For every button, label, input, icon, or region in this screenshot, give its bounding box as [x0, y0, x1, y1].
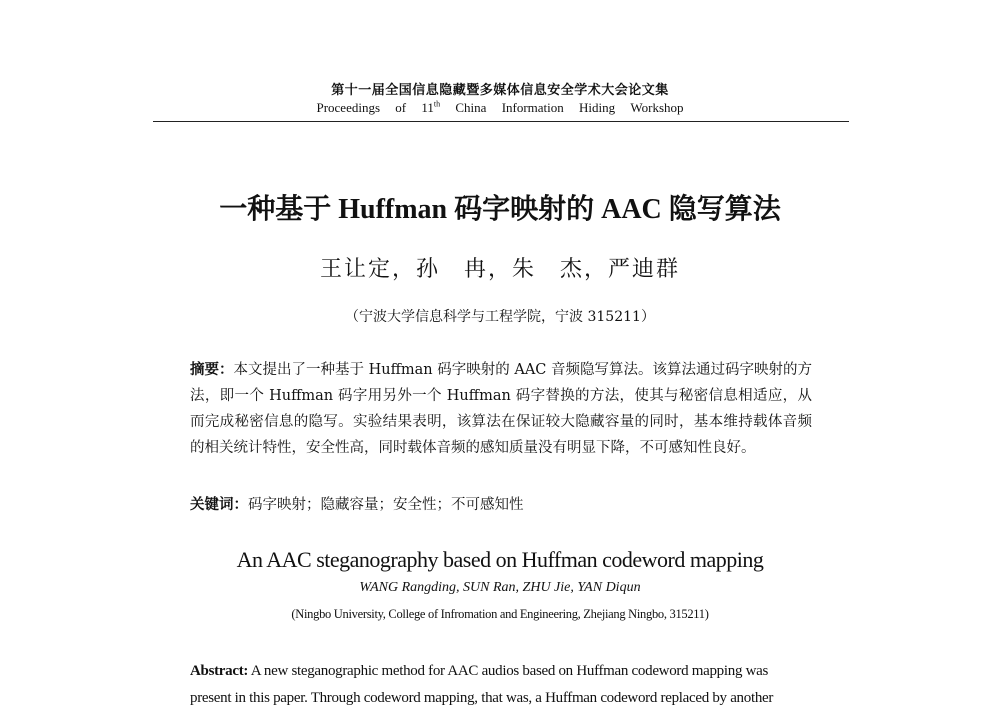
affiliation-english: (Ningbo University, College of Infromation and Engineering, Zhejiang Ningbo, 315211)	[291, 607, 709, 621]
keywords-chinese-label: 关键词：	[190, 496, 248, 513]
paper-title-english: An AAC steganography based on Huffman codeword mapping	[236, 547, 764, 572]
abstract-english-text: A new steganographic method for AAC audios based on Huffman codeword mapping was present in this paper. Through codeword mapping, that was, a Huffman codeword replaced by another	[190, 663, 774, 706]
proceedings-edition: 11th	[421, 99, 441, 115]
proceedings-title-chinese: 第十一届全国信息隐藏暨多媒体信息安全学术大会论文集	[331, 83, 669, 98]
authors-chinese: 王让定，孙 冉，朱 杰，严迪群	[319, 257, 680, 282]
proceedings-word: Hiding	[579, 100, 616, 115]
abstract-english	[190, 658, 812, 712]
keywords-chinese	[190, 493, 812, 514]
authors-english: WANG Rangding, SUN Ran, ZHU Jie, YAN Diqun	[359, 580, 641, 595]
affiliation-chinese: （宁波大学信息科学与工程学院，宁波 315211）	[345, 309, 655, 325]
ordinal-suffix: th	[433, 99, 441, 109]
proceedings-word: China	[455, 100, 487, 115]
abstract-chinese-text: 本文提出了一种基于 Huffman 码字映射的 AAC 音频隐写算法。该算法通过码字映射的方法，即一个 Huffman 码字用另外一个 Huffman 码字替换的方法，使其与秘密信息相适应，从而完成秘密信息的隐写。实验结果表明，该算法在保证较大隐藏容量的同时，基本维持载体音频的相关统计特性，安全性高，同时载体音频的感知质量没有明显下降，不可感知性良好。	[190, 362, 812, 456]
proceedings-word: Workshop	[630, 100, 684, 115]
paper-title-chinese: 一种基于 Huffman 码字映射的 AAC 隐写算法	[219, 194, 781, 225]
abstract-english-label: Abstract:	[190, 663, 249, 679]
proceedings-word: Proceedings	[316, 100, 381, 115]
abstract-chinese-label: 摘要：	[190, 361, 234, 378]
keywords-chinese-text: 码字映射；隐藏容量；安全性；不可感知性	[248, 497, 524, 513]
proceedings-title-english	[0, 100, 1000, 116]
header-divider	[153, 121, 849, 122]
abstract-chinese	[190, 357, 812, 461]
proceedings-word: Information	[501, 100, 564, 115]
proceedings-word: of	[395, 100, 407, 115]
